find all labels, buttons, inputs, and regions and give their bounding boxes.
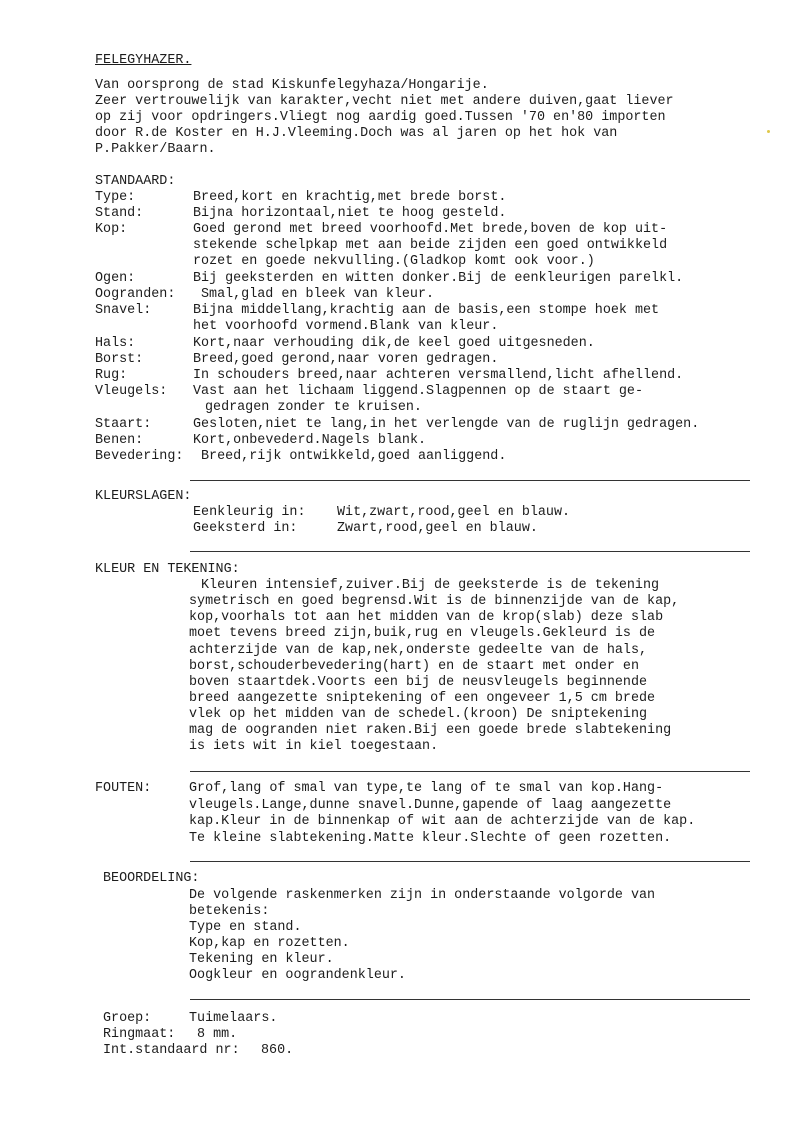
kleur-tekening-line: borst,schouderbevedering(hart) en de staart met onder en xyxy=(189,659,639,674)
kleur-tekening-line: breed aangezette sniptekening of een ongeveer 1,5 cm brede xyxy=(189,691,656,706)
kleur-tekening-line: is iets wit in kiel toegestaan. xyxy=(189,739,439,754)
kleurslag-label: Eenkleurig in: xyxy=(193,505,306,520)
standaard-value: gedragen zonder te kruisen. xyxy=(205,400,422,415)
standaard-value: Goed gerond met breed voorhoofd.Met brede,boven de kop uit- xyxy=(193,222,668,237)
divider xyxy=(190,551,750,552)
kleur-tekening-line: achterzijde van de kap,nek,onderste gedeelte van de hals, xyxy=(189,643,648,658)
standaard-nr-value: 860. xyxy=(261,1043,294,1058)
standaard-value: Breed,kort en krachtig,met brede borst. xyxy=(193,190,507,205)
ringmaat-label: Ringmaat: xyxy=(103,1027,176,1042)
standaard-value: Bij geeksterden en witten donker.Bij de eenkleurigen parelkl. xyxy=(193,271,684,286)
divider xyxy=(190,999,750,1000)
divider xyxy=(190,861,750,862)
standaard-label: Stand: xyxy=(95,206,144,221)
fouten-line: Te kleine slabtekening.Matte kleur.Slechte of geen rozetten. xyxy=(189,831,672,846)
standaard-value: Kort,naar verhouding dik,de keel goed uitgesneden. xyxy=(193,336,595,351)
standaard-nr-label: Int.standaard nr: xyxy=(103,1043,240,1058)
beoordeling-line: Tekening en kleur. xyxy=(189,952,334,967)
standaard-label: Type: xyxy=(95,190,136,205)
section-heading: KLEURSLAGEN: xyxy=(95,489,192,504)
kleur-tekening-line: boven staartdek.Voorts een bij de neusvleugels beginnende xyxy=(189,675,648,690)
standaard-value: Kort,onbevederd.Nagels blank. xyxy=(193,433,427,448)
document-title: FELEGYHAZER. xyxy=(95,53,192,68)
section-heading: BEOORDELING: xyxy=(103,871,200,886)
paper-speck xyxy=(767,130,770,133)
kleurslag-value: Zwart,rood,geel en blauw. xyxy=(337,521,538,536)
standaard-value: Bijna horizontaal,niet te hoog gesteld. xyxy=(193,206,507,221)
fouten-line: Grof,lang of smal van type,te lang of te smal van kop.Hang- xyxy=(189,781,664,796)
standaard-label: Borst: xyxy=(95,352,144,367)
standaard-value: Bijna middellang,krachtig aan de basis,een stompe hoek met xyxy=(193,303,660,318)
standaard-label: Oogranden: xyxy=(95,287,176,302)
divider xyxy=(190,771,750,772)
standaard-label: Ogen: xyxy=(95,271,136,286)
groep-label: Groep: xyxy=(103,1011,152,1026)
kleur-tekening-line: kop,voorhals tot aan het midden van de krop(slab) deze slab xyxy=(189,610,664,625)
kleurslag-value: Wit,zwart,rood,geel en blauw. xyxy=(337,505,571,520)
kleur-tekening-line: mag de oogranden niet raken.Bij een goede brede slabtekening xyxy=(189,723,672,738)
intro-line: op zij voor opdringers.Vliegt nog aardig goed.Tussen '70 en'80 importen xyxy=(95,110,666,125)
intro-line: Van oorsprong de stad Kiskunfelegyhaza/Hongarije. xyxy=(95,78,489,93)
intro-line: Zeer vertrouwelijk van karakter,vecht niet met andere duiven,gaat liever xyxy=(95,94,674,109)
divider xyxy=(190,480,750,481)
standaard-label: Vleugels: xyxy=(95,384,168,399)
standaard-label: Hals: xyxy=(95,336,136,351)
beoordeling-line: De volgende raskenmerken zijn in onderstaande volgorde van xyxy=(189,888,656,903)
standaard-label: Bevedering: xyxy=(95,449,184,464)
standaard-value: Gesloten,niet te lang,in het verlengde van de ruglijn gedragen. xyxy=(193,417,700,432)
kleur-tekening-line: moet tevens breed zijn,buik,rug en vleugels.Gekleurd is de xyxy=(189,626,656,641)
standaard-value: stekende schelpkap met aan beide zijden een goed ontwikkeld xyxy=(193,238,668,253)
section-heading: FOUTEN: xyxy=(95,781,152,796)
section-heading: KLEUR EN TEKENING: xyxy=(95,562,240,577)
standaard-value: Breed,goed gerond,naar voren gedragen. xyxy=(193,352,499,367)
standaard-value: Breed,rijk ontwikkeld,goed aanliggend. xyxy=(201,449,507,464)
kleurslag-label: Geeksterd in: xyxy=(193,521,298,536)
beoordeling-line: Oogkleur en oograndenkleur. xyxy=(189,968,406,983)
section-heading: STANDAARD: xyxy=(95,174,176,189)
standaard-label: Rug: xyxy=(95,368,128,383)
intro-line: P.Pakker/Baarn. xyxy=(95,142,216,157)
standaard-value: Vast aan het lichaam liggend.Slagpennen op de staart ge- xyxy=(193,384,643,399)
standaard-label: Staart: xyxy=(95,417,152,432)
standaard-label: Kop: xyxy=(95,222,128,237)
beoordeling-line: Type en stand. xyxy=(189,920,302,935)
standaard-label: Benen: xyxy=(95,433,144,448)
beoordeling-line: Kop,kap en rozetten. xyxy=(189,936,350,951)
kleur-tekening-line: Kleuren intensief,zuiver.Bij de geeksterde is de tekening xyxy=(201,578,660,593)
standaard-value: In schouders breed,naar achteren versmallend,licht afhellend. xyxy=(193,368,684,383)
intro-line: door R.de Koster en H.J.Vleeming.Doch was al jaren op het hok van xyxy=(95,126,618,141)
groep-value: Tuimelaars. xyxy=(189,1011,278,1026)
ringmaat-value: 8 mm. xyxy=(197,1027,238,1042)
standaard-value: Smal,glad en bleek van kleur. xyxy=(201,287,435,302)
standaard-label: Snavel: xyxy=(95,303,152,318)
kleur-tekening-line: symetrisch en goed begrensd.Wit is de binnenzijde van de kap, xyxy=(189,594,680,609)
fouten-line: kap.Kleur in de binnenkap of wit aan de achterzijde van de kap. xyxy=(189,814,696,829)
fouten-line: vleugels.Lange,dunne snavel.Dunne,gapende of laag aangezette xyxy=(189,798,672,813)
kleur-tekening-line: vlek op het midden van de schedel.(kroon) De sniptekening xyxy=(189,707,648,722)
standaard-value: rozet en goede nekvulling.(Gladkop komt ook voor.) xyxy=(193,254,595,269)
standaard-value: het voorhoofd vormend.Blank van kleur. xyxy=(193,319,499,334)
beoordeling-line: betekenis: xyxy=(189,904,270,919)
